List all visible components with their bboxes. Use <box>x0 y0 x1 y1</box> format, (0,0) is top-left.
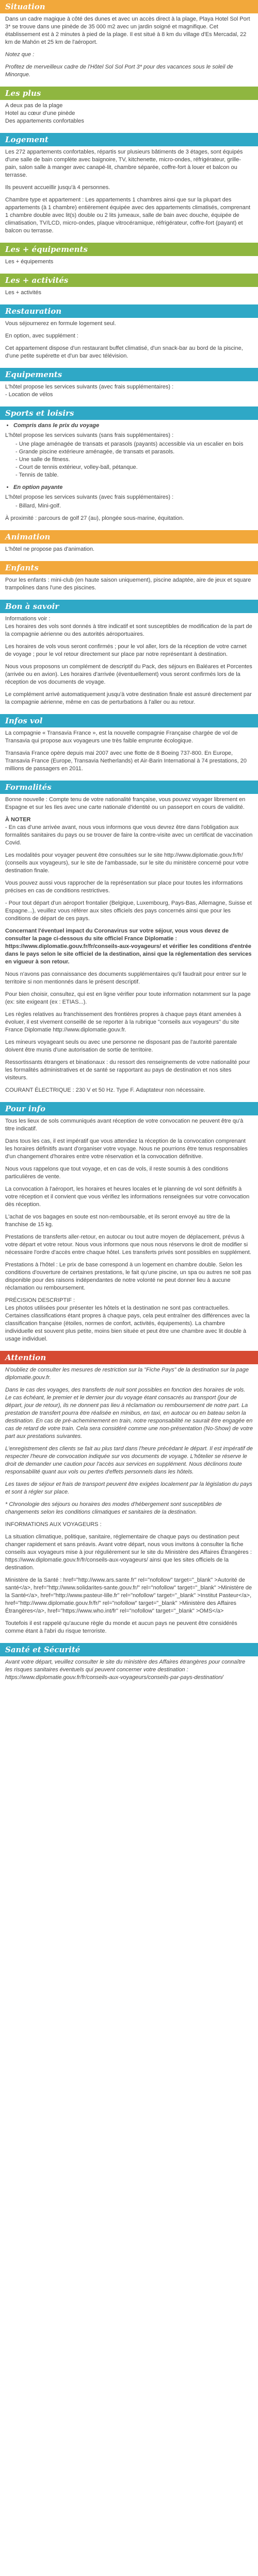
list-item: - Une salle de fitness. <box>15 456 253 464</box>
section-header-bon-a-savoir: Bon à savoir <box>0 600 258 613</box>
section-logement <box>0 146 258 243</box>
section-bon-a-savoir <box>0 613 258 714</box>
pour-info-text-5: L'achat de vos bagages en soute est non-remboursable, et ils seront envoyé au titre de la franchise de 15 kg. <box>5 1214 230 1228</box>
section-header-enfants: Enfants <box>0 561 258 574</box>
infos-voyageurs-text-2: La situation climatique, politique, sanitaire, réglementaire de chaque pays ou destination peut changer rapidement et sans préavis. Avant votre départ, nous vous invitons à consulter la fiche conseils aux voyageurs mise à jour régulièrement sur le site du Ministère des Affaires Étrangères : https://www.diplomatie.gouv.fr/fr/conseils-aux-voyageurs/ ainsi que les sites officiels de la destination. <box>5 1534 252 1571</box>
section-header-sports: Sports et loisirs <box>0 406 258 420</box>
restauration-text-2: En option, avec supplément : <box>5 333 78 339</box>
formalites-text-10: Les règles relatives au franchissement des frontières propres à chaque pays étant amenées à évoluer, il est vivement conseillé de se reporter à la rubrique "conseils aux voyageurs" du site France Diplomatie http://www.diplomatie.gouv.fr. <box>5 1011 241 1033</box>
section-header-les-plus: Les plus <box>0 87 258 100</box>
section-activites-plus <box>0 287 258 304</box>
section-formalites <box>0 794 258 1102</box>
sports-optional-heading: • En option payante <box>13 484 253 492</box>
animation-text: L'hôtel ne propose pas d'animation. <box>5 546 94 552</box>
infos-voyageurs-links: Ministère de la Santé : href="http://www.ars.sante.fr" rel="nofollow" target="_blank" >Autorité de santé</a>, href="http://www.solidarites-sante.gouv.fr/" rel="nofollow" target="_blank" >Ministère de la Santé</a>, href="http://www.pasteur-lille.fr" rel="nofollow" target="_blank" >Institut Pasteur</a>, href="http://www.diplomatie.gouv.fr/fr/" rel="nofollow" target="_blank" >Ministère des Affaires Étrangères</a>, href="https://www.who.int/fr" rel="nofollow" target="_blank" >OMS</a> <box>5 1577 252 1614</box>
formalites-text-9: Pour bien choisir, consultez, qui est en ligne vérifier pour toute information notamment sur la page (ex: site exigeant (ex : ETIAS...). <box>5 991 251 1005</box>
pour-info-text-7: Prestations à l'hôtel : Le prix de base correspond à un logement en chambre double. Selon les conditions d'ouverture de certaines prestations, le fait qu'une piscine, un spa ou autres ne soit pas disponible pour des raisons indépendantes de notre volonté ne peut donner lieu à aucune réclamation ou remboursement. <box>5 1262 251 1291</box>
section-header-activites-plus: Les + activités <box>0 274 258 287</box>
sports-included-list <box>5 440 253 479</box>
pour-info-text-9: Les photos utilisées pour présenter les hôtels et la destination ne sont pas contractuelles. Certaines classifications étant propres à chaque pays, cela peut entraîner des différences avec la classification française (étoiles, normes de confort, activités, équipements). La chambre individuelle est souvent plus petite, moins bien située et peut être une chambre avec lit double à usage individuel. <box>5 1305 250 1342</box>
formalites-text-12: Ressortissants étrangers et binationaux : du ressort des renseignements de votre nationalité pour les formalités administratives et de santé se rapportant au pays de destination et nos sites visiteurs. <box>5 1059 250 1081</box>
pour-info-precision-heading: PRÉCISION DESCRIPTIF : <box>5 1297 75 1303</box>
section-header-logement: Logement <box>0 133 258 146</box>
equipements-item: - Location de vélos <box>5 392 53 398</box>
formalites-text-5: Vous pouvez aussi vous rapprocher de la représentation sur place pour toutes les informations précises en cas de conditions restrictives. <box>5 880 243 894</box>
section-attention <box>0 1364 258 1643</box>
vol-text-2: Transavia France opère depuis mai 2007 avec une flotte de 8 Boeing 737-800. En Europe, Transavia France (Europe, Transavia Netherlands) et Air-Barin International à 74 prestations, 20 millions de passagers en 2011. <box>5 750 247 772</box>
formalites-covid-notice: Concernant l'éventuel impact du Coronavirus sur votre séjour, vous vous devez de consulter la page ci-dessous du site officiel France Diplomatie : https://www.diplomatie.gouv.fr/fr/conseils-aux-voyageurs/ et vérifier les conditions d'entrée dans le pays selon le site officiel de la destination, ainsi que la réglementation des services en vigueur à son retour. <box>5 928 252 965</box>
formalites-text-4: Les modalités pour voyager peuvent être consultées sur le site http://www.diplomatie.gouv.fr/fr/ (conseils aux voyageurs), sur le site de l'ambassade, sur le site du ministère concerné pour votre destination finale. <box>5 852 249 874</box>
section-header-equipements: Equipements <box>0 368 258 381</box>
section-equipements-plus <box>0 256 258 274</box>
formalites-text-11: Les mineurs voyageant seuls ou avec une personne ne disposant pas de l'autorité parentale doivent être munis d'une autorisation de sortie de territoire. <box>5 1039 237 1053</box>
attention-text-2: Dans le cas des voyages, des transferts de nuit sont possibles en fonction des horaires de vols. Le cas échéant, le premier et le dernier jour du voyage étant consacrés au transport (jour de départ, jour de retour), ils ne donnent pas lieu à réclamation ou remboursement de notre part. La prestation de transfert pourra être réalisée en minibus, en taxi, en autocar ou en bateau selon la destination. En cas de pré-acheminement en train, notre responsabilité ne saurait être engagée en cas de retard de votre train. Cela sera considéré comme une non-présentation (No-Show) de votre part aux prestations suivantes. <box>5 1387 253 1439</box>
section-header-pour-info: Pour info <box>0 1102 258 1115</box>
situation-note-label: Notez que : <box>5 52 35 58</box>
sante-text: Avant votre départ, veuillez consulter le site du ministère des Affaires étrangères pour connaître les risques sanitaires éventuels qui peuvent concerner votre destination : https://www.diplomatie.gouv.fr/fr/conseils-aux-voyageurs/conseils-par-pays-destination/ <box>5 1659 246 1681</box>
activites-plus-text: Les + activités <box>5 290 42 296</box>
attention-text-3: L'enregistrement des clients se fait au plus tard dans l'heure précédant le départ. Il est impératif de respecter l'heure de convocation indiquée sur vos documents de voyage. L'hôtelier se réserve le droit de demander une caution pour l'accès aux services en supplément. Nous déclinons toute responsabilité quant aux vols ou pertes d'effets personnels dans les hôtels. <box>5 1446 253 1475</box>
infos-voyageurs-text-4: Toutefois il est rappelé qu'aucune règle du monde et aucun pays ne peuvent être considérés comme étant à l'abri du risque terroriste. <box>5 1620 237 1634</box>
section-enfants <box>0 574 258 600</box>
plus-item-1: A deux pas de la plage <box>5 103 63 109</box>
sports-optional-intro: L'hôtel propose les services suivants (avec frais supplémentaires) : <box>5 494 174 500</box>
bon-a-savoir-text-4: Nous vous proposons un complément de descriptif du Pack, des séjours en Baléares et Porcentes (arrivée ou en avion). Les horaires d'arrivée (éventuellement) vous seront confirmés lors de la réception de vos documents de voyage. <box>5 664 252 685</box>
infos-voyageurs-heading: INFORMATIONS AUX VOYAGEURS : <box>5 1521 102 1528</box>
equipements-plus-text: Les + équipements <box>5 259 54 265</box>
plus-item-3: Des appartements confortables <box>5 118 84 124</box>
bon-a-savoir-text-5: Le complément arrivé automatiquement jusqu'à votre destination finale est assuré directement par la compagnie aérienne, même en cas de perturbations à l'aller ou au retour. <box>5 691 252 705</box>
logement-text-3: Chambre type et appartement : Les appartements 1 chambres ainsi que sur la plupart des appartements (à 1 chambre) entièrement équipée avec des appartements climatisés, comprenant 1 chambre double avec lit(s) double ou 2 lits jumeaux, salle de bain avec douche, équipée de climatisation, TV/LCD, micro-ondes, plaque vitrocéramique, réfrigérateur, coffre-fort (payant) et balcon ou terrasse. <box>5 197 251 234</box>
sports-included-heading: • Compris dans le prix du voyage <box>13 422 253 430</box>
section-situation <box>0 13 258 87</box>
pour-info-text-4: La convocation à l'aéroport, les horaires et heures locales et le planning de vol sont définitifs à votre réception et il convient que vous vérifiez les informations renseignées sur votre convocation dès réception. <box>5 1186 250 1208</box>
formalites-text-8: Nous n'avons pas connaissance des documents supplémentaires qu'il faudrait pour entrer sur le territoire si non mentionnés dans le présent descriptif. <box>5 971 247 985</box>
sports-optional-list <box>5 502 253 510</box>
list-item: - Grande piscine extérieure aménagée, de transats et parasols. <box>15 448 253 456</box>
equipements-text: L'hôtel propose les services suivants (avec frais supplémentaires) : <box>5 384 174 390</box>
section-les-plus <box>0 100 258 133</box>
section-header-restauration: Restauration <box>0 304 258 318</box>
plus-item-2: Hotel au cœur d'une pinède <box>5 110 75 116</box>
section-infos-vol <box>0 727 258 781</box>
section-header-situation: Situation <box>0 0 258 13</box>
section-equipements <box>0 381 258 406</box>
list-item: - Court de tennis extérieur, volley-ball, pétanque. <box>15 464 253 471</box>
list-item: - Tennis de table. <box>15 471 253 479</box>
section-restauration <box>0 318 258 368</box>
formalites-note-heading: À NOTER <box>5 817 31 823</box>
pour-info-text-6: Prestations de transferts aller-retour, en autocar ou tout autre moyen de déplacement, prévus à votre départ et votre retour. Nous vous informons que nous nous réservons le droit de modifier si nécessaire l'ordre d'accès entre chaque hôtel. Les transferts privés sont possibles en supplément. <box>5 1234 251 1256</box>
restauration-text-1: Vous séjournerez en formule logement seul. <box>5 320 116 327</box>
pour-info-text-1: Tous les lieux de sols communiqués avant réception de votre convocation ne peuvent être qu'à titre indicatif. <box>5 1118 244 1132</box>
section-header-sante: Santé et Sécurité <box>0 1643 258 1656</box>
attention-text-1: N'oubliez de consulter les mesures de restriction sur la "Fiche Pays" de la destination sur la page diplomatie.gouv.fr. <box>5 1367 249 1381</box>
bon-a-savoir-text-2: Les horaires des vols sont donnés à titre indicatif et sont susceptibles de modification de la part de la compagnie aérienne ou des autorités aéroportuaires. <box>5 623 252 637</box>
restauration-text-3: Cet appartement dispose d'un restaurant buffet climatisé, d'un snack-bar au bord de la piscine, d'une petite supérette et d'un bar avec télévision. <box>5 345 243 359</box>
situation-text: Dans un cadre magique à côté des dunes et avec un accès direct à la plage, Playa Hotel Sol Port 3* se trouve dans une pinède de 35 000 m2 avec un jardin soigné et magnifique. Cet établissement est à 2 minutes à pied de la plage. Il est situé à 8 km du village d'Es Mercadal, 22 km de Mahón et 25 km de l'aéroport. <box>5 16 250 45</box>
formalites-text-13: COURANT ÉLECTRIQUE : 230 V et 50 Hz. Type F. Adaptateur non nécessaire. <box>5 1087 205 1093</box>
bon-a-savoir-text-3: Les horaires de vols vous seront confirmés ; pour le vol aller, lors de la réception de votre carnet de voyage ; pour le vol retour directement sur place par notre représentant à destination. <box>5 643 247 657</box>
sports-included-intro: L'hôtel propose les services suivants (sans frais supplémentaires) : <box>5 432 174 438</box>
section-sports <box>0 420 258 530</box>
section-header-infos-vol: Infos vol <box>0 714 258 727</box>
section-header-formalites: Formalités <box>0 781 258 794</box>
formalites-text-3: - En cas d'une arrivée avant, nous vous informons que vous devrez être dans l'obligation aux formalités sanitaires du pays ou se trouver de faire la contre-visite avec un certificat de vaccination Covid. <box>5 824 253 846</box>
logement-text-2: Ils peuvent accueillir jusqu'à 4 personnes. <box>5 184 110 191</box>
formalites-text-1: Bonne nouvelle : Compte tenu de votre nationalité française, vous pouvez voyager librement en Espagne et sur les Iles avec une carte nationale d'identité ou un passeport en cours de validité. <box>5 796 246 810</box>
enfants-text: Pour les enfants : mini-club (en haute saison uniquement), piscine adaptée, aire de jeux et square trampolines dans l'une des piscines. <box>5 577 251 591</box>
section-header-equipements-plus: Les + équipements <box>0 243 258 256</box>
attention-text-5: * Chronologie des séjours ou horaires des modes d'hébergement sont susceptibles de changements selon les conditions climatiques et sanitaires de la destination. <box>5 1501 222 1515</box>
formalites-text-6: - Pour tout départ d'un aéroport frontalier (Belgique, Luxembourg, Pays-Bas, Allemagne, Suisse et Espagne...), veuillez vous référer aux sites officiels des pays concernés ainsi que pour les conditions de départ de ces pays. <box>5 900 252 922</box>
pour-info-text-3: Nous vous rappelons que tout voyage, et en cas de vols, il reste soumis à des conditions particulières de vente. <box>5 1166 229 1180</box>
pour-info-text-2: Dans tous les cas, il est impératif que vous attendiez la réception de la convocation comprenant les horaires définitifs avant d'organiser votre voyage. Nous ne pourrions être tenus responsables d'un changement d'horaires entre votre réservation et la convocation définitive. <box>5 1138 248 1160</box>
section-header-animation: Animation <box>0 530 258 544</box>
attention-text-4: Les taxes de séjour et frais de transport peuvent être exigées localement par la législation du pays et sont à régler sur place. <box>5 1481 252 1495</box>
section-pour-info <box>0 1115 258 1351</box>
situation-note: Profitez de merveilleux cadre de l'Hôtel Sol Sol Port 3* pour des vacances sous le soleil de Minorque. <box>5 64 233 78</box>
list-item: - Billard, Mini-golf. <box>15 502 253 510</box>
section-sante <box>0 1656 258 1689</box>
section-header-attention: Attention <box>0 1351 258 1364</box>
vol-text-1: La compagnie « Transavia France », est la nouvelle compagnie Française chargée de vol de Transavia qui propose aux voyageurs une très faible emprunte écologique. <box>5 730 238 744</box>
bon-a-savoir-text-1: Informations voir : <box>5 616 51 622</box>
logement-text-1: Les 272 appartements confortables, répartis sur plusieurs bâtiments de 3 étages, sont équipés d'une salle de bain complète avec baignoire, TV, kitchenette, micro-ondes, réfrigérateur, grille-pain, salon salle à manger avec canapé-lit, chambre séparée, coffre-fort à louer et balcon ou terrasse. <box>5 149 243 178</box>
sports-nearby: À proximité : parcours de golf 27 (au), plongée sous-marine, équitation. <box>5 515 184 521</box>
section-animation <box>0 544 258 561</box>
list-item: - Une plage aménagée de transats et parasols (payants) accessible via un escalier en bois <box>15 440 253 448</box>
